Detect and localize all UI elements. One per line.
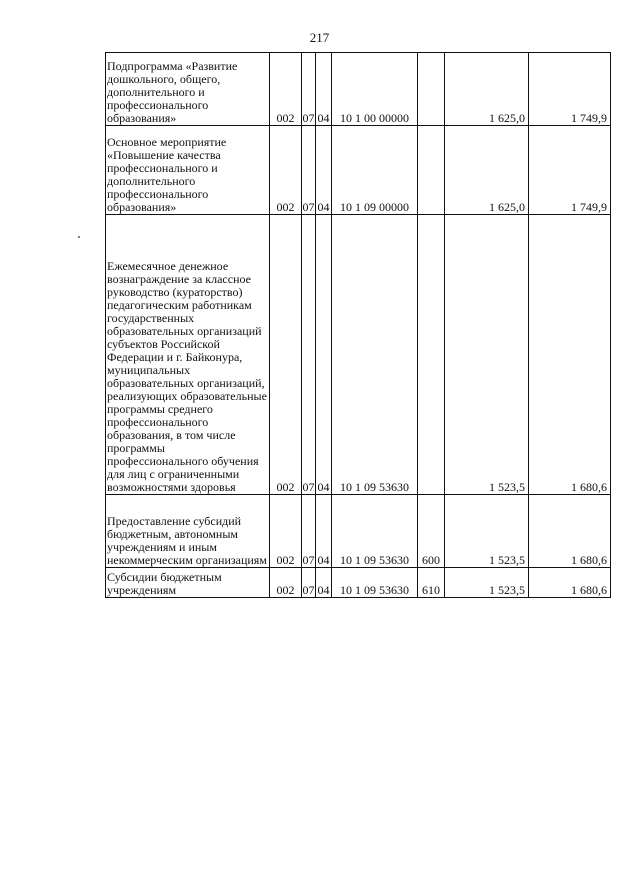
table-row [106, 53, 611, 126]
section-code: 07 [302, 215, 316, 495]
expense-type-code [418, 53, 445, 126]
target-code: 10 1 09 00000 [332, 126, 418, 215]
row-name: Ежемесячное денежное вознаграждение за классное руководство (кураторство) педагогическим работникам государственных образовательных организаций субъектов Российской Федерации и г. Байконура, муниципальных образовательных организаций, реализующих образовательные программы среднего профессионального образования, в том числе программы профессионального обучения для лиц с ограниченными возможностями здоровья [106, 215, 270, 495]
section-code: 07 [302, 126, 316, 215]
target-code: 10 1 09 53630 [332, 495, 418, 568]
expense-type-code [418, 215, 445, 495]
amount-year-1: 1 523,5 [445, 215, 529, 495]
section-code: 07 [302, 495, 316, 568]
amount-year-1: 1 523,5 [445, 568, 529, 598]
amount-year-2: 1 749,9 [529, 53, 611, 126]
ministry-code: 002 [270, 53, 302, 126]
amount-year-2: 1 680,6 [529, 215, 611, 495]
amount-year-2: 1 680,6 [529, 495, 611, 568]
subsection-code: 04 [316, 568, 332, 598]
expense-type-code: 600 [418, 495, 445, 568]
budget-table [105, 52, 611, 598]
table-row [106, 568, 611, 598]
target-code: 10 1 00 00000 [332, 53, 418, 126]
section-code: 07 [302, 53, 316, 126]
target-code: 10 1 09 53630 [332, 215, 418, 495]
table-row [106, 215, 611, 495]
expense-type-code [418, 126, 445, 215]
row-name: Предоставление субсидий бюджетным, автономным учреждениям и иным некоммерческим организациям [106, 495, 270, 568]
scan-speck [78, 236, 80, 238]
subsection-code: 04 [316, 215, 332, 495]
row-name: Субсидии бюджетным учреждениям [106, 568, 270, 598]
subsection-code: 04 [316, 126, 332, 215]
subsection-code: 04 [316, 53, 332, 126]
row-name: Основное мероприятие «Повышение качества профессионального и дополнительного профессионального образования» [106, 126, 270, 215]
target-code: 10 1 09 53630 [332, 568, 418, 598]
page-number: 217 [309, 30, 330, 45]
expense-type-code: 610 [418, 568, 445, 598]
amount-year-2: 1 749,9 [529, 126, 611, 215]
amount-year-1: 1 625,0 [445, 53, 529, 126]
ministry-code: 002 [270, 215, 302, 495]
amount-year-1: 1 523,5 [445, 495, 529, 568]
table-row [106, 495, 611, 568]
table-row [106, 126, 611, 215]
row-name: Подпрограмма «Развитие дошкольного, общего, дополнительного и профессионального образования» [106, 53, 270, 126]
amount-year-1: 1 625,0 [445, 126, 529, 215]
ministry-code: 002 [270, 568, 302, 598]
amount-year-2: 1 680,6 [529, 568, 611, 598]
section-code: 07 [302, 568, 316, 598]
ministry-code: 002 [270, 126, 302, 215]
subsection-code: 04 [316, 495, 332, 568]
ministry-code: 002 [270, 495, 302, 568]
